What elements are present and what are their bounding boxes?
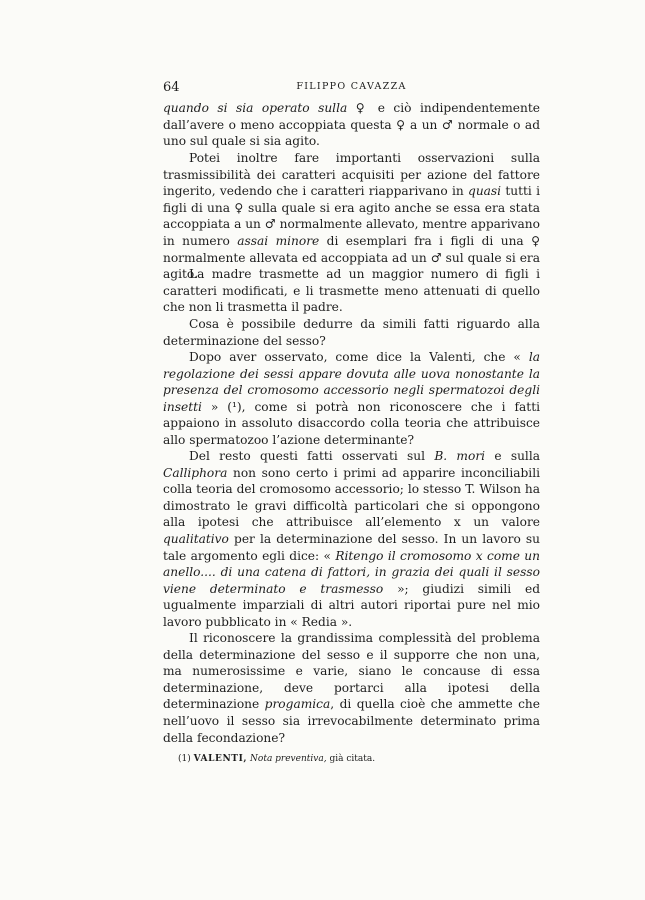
- italic-text: assai minore: [237, 233, 320, 248]
- paragraph-3: [163, 266, 540, 316]
- text-run: ♀ e ciò indipendentemente dall’avere o meno accoppiata questa ♀ a un ♂ normale o ad uno sul quale si sia agito.: [163, 101, 540, 149]
- paragraph-6: [163, 448, 540, 631]
- text-run: La madre trasmette ad un maggior numero di figli i caratteri modificati, e li trasmette meno attenuati di quello che non li trasmetta il padre.: [163, 267, 540, 315]
- text-run: e sulla: [485, 449, 540, 463]
- text-run: » (¹), come si potrà non riconoscere che i fatti appaiono in assoluto disaccordo colla teoria che attribuisce allo spermatozoo l’azione determinante?: [163, 399, 540, 447]
- paragraph-4: [163, 316, 540, 349]
- footnote-marker: (1): [178, 754, 191, 764]
- italic-text: la regolazione dei sessi appare dovuta alle uova nonostante la presenza del cromosomo accessorio negli spermatozoi degli insetti: [163, 350, 540, 414]
- paragraph-7: [163, 630, 540, 746]
- text-run: , di quella cioè che ammette che nell’uovo il sesso sia irrevocabilmente determinato prima della fecondazione?: [163, 697, 540, 745]
- page-header: [163, 80, 540, 96]
- italic-text: Calliphora: [163, 465, 228, 480]
- page-number: 64: [163, 80, 180, 95]
- text-run: tutti i figli di una ♀ sulla quale si era agito anche se essa era stata accoppiata a un ♂ normalmente allevato, mentre apparivano in numero: [163, 184, 540, 248]
- italic-text: quando si sia operato sulla: [163, 101, 348, 115]
- footnote-author: VALENTI,: [193, 754, 248, 764]
- running-title: FILIPPO CAVAZZA: [296, 81, 407, 92]
- text-run: non sono certo i primi ad apparire inconciliabili colla teoria del cromosomo accessorio; lo stesso T. Wilson ha dimostrato le gravi difficoltà particolari che si oppongono alla ipotesi che attribuisce all’elemento x un valore: [163, 465, 540, 530]
- text-run: »; giudizi simili ed ugualmente imparziali di altri autori riportai pure nel mio lavoro pubblicato in « Redia ».: [163, 581, 541, 629]
- italic-text: progamica: [264, 697, 331, 712]
- italic-text: Ritengo il cromosomo x come un anello.... di una catena di fattori, in grazia dei quali il sesso viene determinato e trasmesso: [163, 548, 540, 596]
- text-run: Del resto questi fatti osservati sul: [189, 449, 435, 463]
- footnote-rest: già citata.: [329, 754, 376, 764]
- footnote: [178, 753, 518, 765]
- italic-text: qualitativo: [163, 531, 229, 546]
- paragraph-1: [163, 100, 540, 150]
- text-run: Cosa è possibile dedurre da simili fatti riguardo alla determinazione del sesso?: [163, 317, 540, 348]
- paragraph-2: [163, 150, 540, 283]
- paragraph-5: [163, 349, 540, 449]
- text-run: Potei inoltre fare importanti osservazioni sulla trasmissibilità dei caratteri acquisiti per azione del fattore ingerito, vedendo che i caratteri riapparivano in: [163, 151, 540, 199]
- footnote-title: Nota preventiva,: [250, 754, 327, 764]
- text-run: Dopo aver osservato, come dice la Valenti, che «: [189, 350, 529, 364]
- text-run: per la determinazione del sesso. In un lavoro su tale argomento egli dice: «: [163, 531, 540, 563]
- text-run: Il riconoscere la grandissima complessità del problema della determinazione del sesso e il supporre che non una, ma numerosissime e varie, siano le concause di essa determinazione, deve portarci alla ipotesi della determinazione: [163, 631, 540, 712]
- italic-text: B. mori: [434, 449, 486, 463]
- italic-text: quasi: [468, 184, 502, 199]
- text-run: di esemplari fra i figli di una ♀ normalmente allevata ed accoppiata ad un ♂ sul quale si era agito.: [163, 233, 541, 282]
